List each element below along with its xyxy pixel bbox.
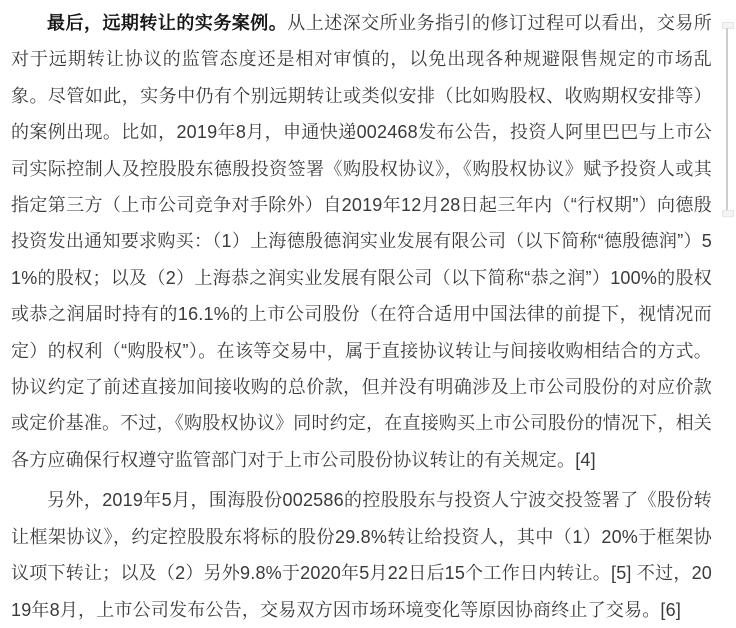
paragraph-1-lead-bold: 最后，远期转让的实务案例。: [47, 13, 288, 33]
scrollbar-top-cap: [722, 22, 734, 29]
scrollbar[interactable]: [722, 22, 734, 217]
scrollbar-track[interactable]: [726, 28, 728, 210]
paragraph-1-text: 从上述深交所业务指引的修订过程可以看出，交易所对于远期转让协议的监管态度还是相对审慎的，以免出现各种规避限售规定的市场乱象。尽管如此，实务中仍有个别远期转让或类似安排（比如购股权、收购期权安排等）的案例出现。比如，2019年8月，申通快递002468发布公告，投资人阿里巴巴与上市公司实际控制人及控股股东德殷投资签署《购股权协议》，《购股权协议》赋予投资人或其指定第三方（上市公司竞争对手除外）自2019年12月28日起三年内（“行权期”）向德殷投资发出通知要求购买：（1）上海德殷德润实业发展有限公司（以下简称“德殷德润”）51%的股权；以及（2）上海恭之润实业发展有限公司（以下简称“恭之润”）100%的股权或恭之润届时持有的16.1%的上市公司股份（在符合适用中国法律的前提下，视情况而定）的权利（“购股权”）。在该等交易中，属于直接协议转让与间接收购相结合的方式。协议约定了前述直接加间接收购的总价款，但并没有明确涉及上市公司股份的对应价款或定价基准。不过，《购股权协议》同时约定，在直接购买上市公司股份的情况下，相关各方应确保行权遵守监管部门对于上市公司股份协议转让的有关规定。[4]: [11, 13, 712, 470]
paragraph-1: [11, 5, 712, 478]
paragraph-2: [11, 482, 712, 628]
scrollbar-bottom-cap: [722, 210, 734, 217]
paragraph-2-text: 另外，2019年5月，围海股份002586的控股股东与投资人宁波交投签署了《股份转让框架协议》，约定控股股东将标的股份29.8%转让给投资人，其中（1）20%于框架协议项下转让；以及（2）另外9.8%于2020年5月22日后15个工作日内转让。[5] 不过，2019年8月，上市公司发布公告，交易双方因市场环境变化等原因协商终止了交易。[6]: [11, 490, 712, 620]
